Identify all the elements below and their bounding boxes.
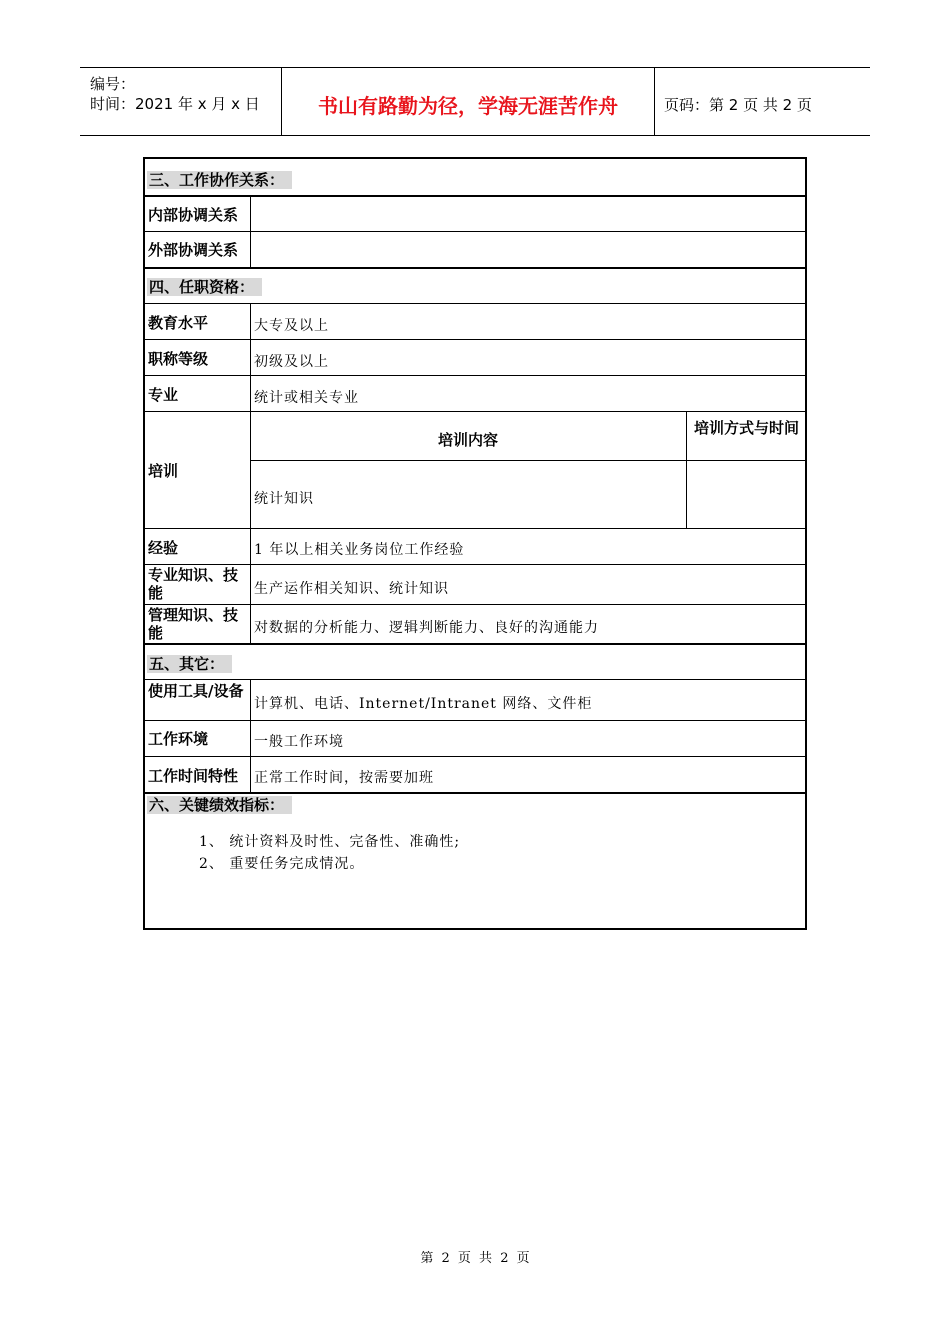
job-description-form: [143, 157, 807, 930]
tools-value: 计算机、电话、Internet/Intranet 网络、文件柜: [254, 696, 593, 712]
divider: [145, 756, 805, 757]
pro-knowledge-value: 生产运作相关知识、统计知识: [254, 581, 449, 597]
section-cooperation-title: 三、工作协作关系：: [147, 171, 292, 189]
divider: [145, 375, 805, 376]
header-divider: [654, 68, 655, 135]
major-label: 专业: [148, 386, 179, 404]
major-value: 统计或相关专业: [254, 390, 359, 406]
external-coordination-label: 外部协调关系: [148, 241, 239, 259]
divider: [145, 528, 805, 529]
mgmt-knowledge-label: 管理知识、技能: [148, 606, 239, 642]
divider: [145, 339, 805, 340]
header-left: [90, 74, 260, 114]
divider: [145, 643, 805, 645]
divider: [145, 679, 805, 680]
divider: [145, 303, 805, 304]
divider: [145, 564, 805, 565]
education-value: 大专及以上: [254, 318, 329, 334]
experience-value: 1 年以上相关业务岗位工作经验: [254, 542, 465, 558]
header-page-info: 页码：第 2 页 共 2 页: [664, 96, 812, 114]
kpi-item: 1、 统计资料及时性、完备性、准确性;: [199, 834, 461, 850]
tools-label: 使用工具/设备: [148, 682, 244, 700]
training-label: 培训: [148, 462, 179, 480]
divider: [145, 792, 805, 794]
divider: [686, 411, 687, 528]
kpi-item: 2、 重要任务完成情况。: [199, 856, 365, 872]
page-header: [80, 67, 870, 136]
training-content-value: 统计知识: [254, 491, 314, 507]
pro-knowledge-label: 专业知识、技能: [148, 566, 239, 602]
divider: [250, 460, 805, 461]
divider: [145, 411, 805, 412]
header-slogan: 书山有路勤为径，学海无涯苦作舟: [318, 94, 618, 118]
time-feature-value: 正常工作时间，按需要加班: [254, 770, 434, 786]
time-feature-label: 工作时间特性: [148, 767, 239, 785]
divider: [145, 195, 805, 197]
environment-value: 一般工作环境: [254, 734, 344, 750]
doc-number-label: 编号：: [90, 75, 136, 93]
education-label: 教育水平: [148, 314, 209, 332]
divider: [145, 604, 805, 605]
training-content-header: 培训内容: [437, 431, 498, 449]
divider: [250, 679, 251, 792]
section-kpi-title: 六、关键绩效指标：: [147, 796, 292, 814]
divider: [145, 720, 805, 721]
section-qualification-title: 四、任职资格：: [147, 278, 262, 296]
divider: [145, 267, 805, 269]
section-other-title: 五、其它：: [147, 655, 232, 673]
divider: [250, 303, 251, 643]
internal-coordination-label: 内部协调关系: [148, 206, 239, 224]
title-level-label: 职称等级: [148, 350, 209, 368]
mgmt-knowledge-value: 对数据的分析能力、逻辑判断能力、良好的沟通能力: [254, 620, 599, 636]
environment-label: 工作环境: [148, 730, 209, 748]
page-footer: 第 2 页 共 2 页: [420, 1251, 530, 1266]
divider: [250, 195, 251, 267]
training-method-header: 培训方式与时间: [693, 419, 799, 437]
experience-label: 经验: [148, 539, 179, 557]
divider: [145, 231, 805, 232]
title-level-value: 初级及以上: [254, 354, 329, 370]
header-date: 时间：2021 年 x 月 x 日: [90, 95, 260, 113]
